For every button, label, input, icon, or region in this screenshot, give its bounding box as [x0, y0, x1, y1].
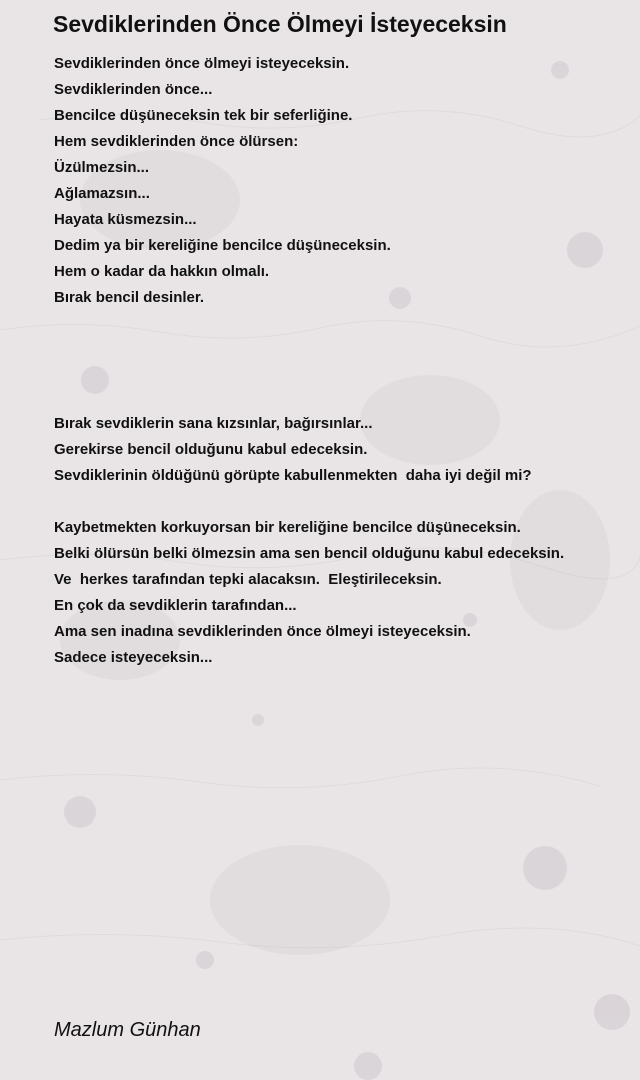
poem-line: Üzülmezsin...: [54, 159, 150, 176]
poem-line: Dedim ya bir kereliğine bencilce düşüneceksin.: [54, 237, 391, 254]
poem-line: Hayata küsmezsin...: [54, 211, 197, 228]
poem-line: Hem o kadar da hakkın olmalı.: [54, 263, 270, 280]
poem-stanza-1: [54, 51, 391, 311]
poem-line: Bencilce düşüneceksin tek bir seferliğine.: [54, 107, 353, 124]
poem-line: Bırak bencil desinler.: [54, 289, 205, 306]
poem-stanza-2: [54, 411, 532, 489]
poem-line: Sevdiklerinin öldüğünü görüpte kabullenmekten daha iyi değil mi?: [54, 467, 532, 484]
poem-line: Ağlamazsın...: [54, 185, 150, 202]
poem-line: Bırak sevdiklerin sana kızsınlar, bağırsınlar...: [54, 415, 373, 432]
poem-line: Kaybetmekten korkuyorsan bir kereliğine bencilce düşüneceksin.: [54, 519, 521, 536]
poem-line: En çok da sevdiklerin tarafından...: [54, 597, 297, 614]
poem-stanza-3: [54, 515, 564, 671]
poem-line: Ve herkes tarafından tepki alacaksın. Eleştirileceksin.: [54, 571, 442, 588]
poem-line: Belki ölürsün belki ölmezsin ama sen bencil olduğunu kabul edeceksin.: [54, 545, 565, 562]
poem-author: Mazlum Günhan: [54, 1019, 201, 1041]
poem-title: Sevdiklerinden Önce Ölmeyi İsteyeceksin: [53, 11, 507, 37]
poem-line: Sadece isteyeceksin...: [54, 649, 213, 666]
poem-line: Ama sen inadına sevdiklerinden önce ölmeyi isteyeceksin.: [54, 623, 471, 640]
poem-line: Gerekirse bencil olduğunu kabul edeceksin.: [54, 441, 368, 458]
poem-line: Hem sevdiklerinden önce ölürsen:: [54, 133, 299, 150]
poem-line: Sevdiklerinden önce ölmeyi isteyeceksin.: [54, 55, 350, 72]
poem-line: Sevdiklerinden önce...: [54, 81, 213, 98]
